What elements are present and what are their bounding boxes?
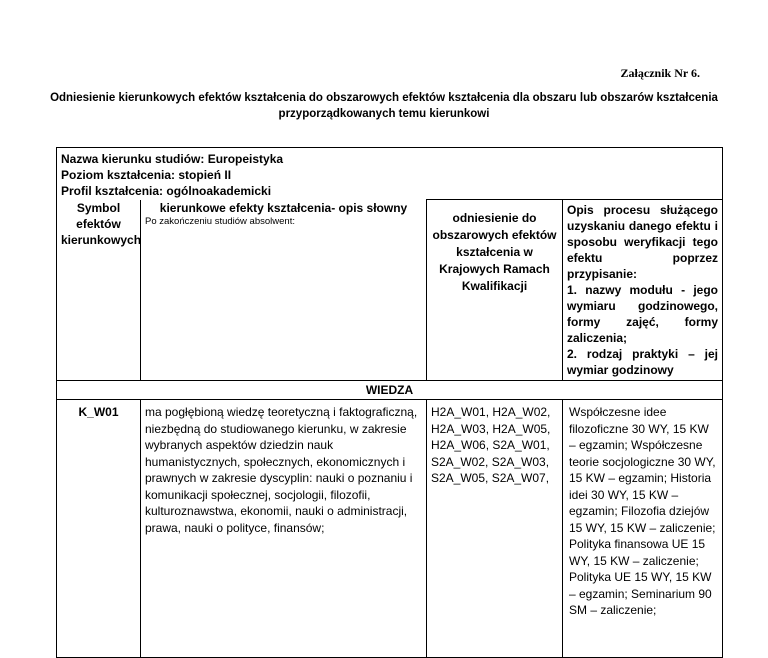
attachment-label: Załącznik Nr 6.: [620, 66, 700, 80]
info-row: [57, 148, 723, 200]
effect-process: Współczesne idee filozoficzne 30 WY, 15 KW – egzamin; Współczesne teorie socjologiczne 30 WY, 15 KW – egzamin; Historia idei 30 WY, 15 KW – egzamin; Filozofia dziejów 15 WY, 15 KW – zaliczenie; Polityka finansowa UE 15 WY, 15 KW – zaliczenie; Polityka UE 15 WY, 15 KW – egzamin; Seminarium 90 SM – zaliczenie;: [563, 400, 723, 658]
table-row: [57, 400, 723, 658]
header-process-item-1: 1. nazwy modułu - jego wymiaru godzinowego, formy zajęć, formy zaliczenia;: [567, 283, 718, 345]
effect-description: ma pogłębioną wiedzę teoretyczną i faktograficzną, niezbędną do studiowanego kierunku, w zakresie wybranych aspektów dziedzin nauk humanistycznych, społecznych, ekonomicznych i prawnych w zakresie dyscyplin: nauki o poznaniu i komunikacji społecznej, socjologii, filozofii, kulturoznawstwa, ekonomii, nauki o administracji, prawa, nauki o polityce, finansów;: [141, 400, 427, 658]
document-title: Odniesienie kierunkowych efektów kształcenia do obszarowych efektów kształcenia dla obszaru lub obszarów kształcenia przyporządkowanych temu kierunkowi: [50, 92, 718, 120]
section-label: WIEDZA: [57, 381, 723, 400]
header-row: [57, 200, 723, 381]
header-process-item-2: 2. rodzaj praktyki – jej wymiar godzinowy: [567, 347, 718, 377]
header-effects: [141, 200, 427, 381]
header-symbol: Symbol efektów kierunkowych: [57, 200, 141, 381]
effects-table: [56, 147, 723, 658]
effect-symbol: K_W01: [57, 400, 141, 658]
header-effects-subtitle: Po zakończeniu studiów absolwent:: [145, 215, 295, 227]
field-of-study: Nazwa kierunku studiów: Europeistyka: [61, 152, 284, 166]
header-process: [563, 200, 723, 381]
study-level: Poziom kształcenia: stopień II: [61, 168, 232, 182]
section-row: [57, 381, 723, 400]
header-process-intro: Opis procesu służącego uzyskaniu danego efektu i sposobu weryfikacji tego efektu poprzez przypisanie:: [567, 203, 718, 281]
header-effects-title: kierunkowe efekty kształcenia- opis słowny: [159, 200, 408, 215]
header-reference: odniesienie do obszarowych efektów kształcenia w Krajowych Ramach Kwalifikacji: [427, 200, 563, 381]
effect-reference: H2A_W01, H2A_W02, H2A_W03, H2A_W05, H2A_W06, S2A_W01, S2A_W02, S2A_W03, S2A_W05, S2A_W07,: [427, 400, 563, 658]
study-profile: Profil kształcenia: ogólnoakademicki: [61, 184, 272, 198]
